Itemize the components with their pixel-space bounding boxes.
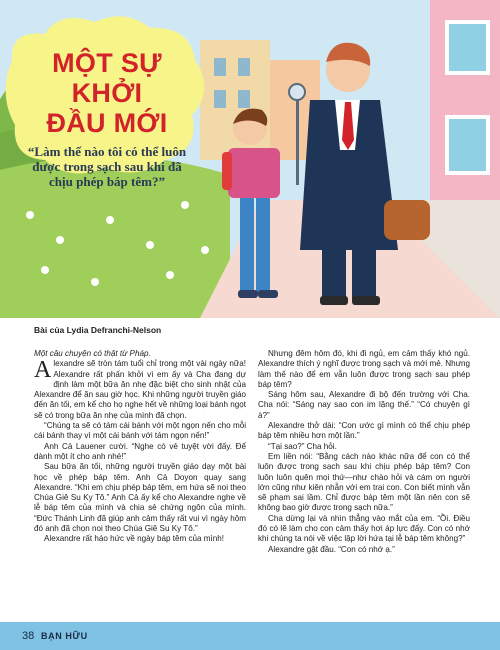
paragraph: Alexandre rất háo hức về ngày báp têm của mình!: [44, 534, 224, 544]
magazine-name: BẠN HỮU: [41, 631, 88, 641]
paragraph: Sáng hôm sau, Alexandre đi bộ đến trường với Cha. Cha nói: “Sáng nay sao con im lặng thế.” “Có chuyện gì à?”: [258, 390, 470, 420]
title-line-1: MỘT SỰ KHỞI: [52, 48, 162, 108]
title-block: [22, 48, 192, 189]
article-title: [22, 48, 192, 138]
paragraph: [34, 359, 246, 421]
byline: Bài của Lydia Defranchi-Nelson: [34, 325, 162, 335]
page-footer: [0, 622, 500, 650]
paragraph: “Tại sao?” Cha hỏi.: [268, 441, 337, 451]
paragraph: Sau bữa ăn tối, những người truyền giáo dạy một bài học về phép báp têm. Anh Cả Doyon quay sang Alexandre. “Khi em chịu phép báp têm, em hứa sẽ noi theo Chúa Giê Su Ky Tô.” Anh Cả ấy kể cho Alexandre nghe về lễ báp têm của mình và chia sẻ chứng ngôn của mình. “Đức Thánh Linh đã giúp anh cảm thấy rất vui vì ngày hôm đó anh đã chọn noi theo Chúa Giê Su Ky Tô.”: [34, 462, 246, 534]
paragraph: Em liền nói: “Bằng cách nào khác nữa để con có thể luôn được trong sạch sau khi chịu phép báp têm? Con luôn luôn quên mọi thứ—như chào hỏi và cám ơn người lớn cũng như kiên nhẫn với em trai con. Con biết mình vẫn sẽ phạm sai lầm. Chỉ được báp têm một lần nên con sẽ không bao giờ được trong sạch nữa.”: [258, 451, 470, 513]
paragraph: Alexandre thở dài: “Con ước gì mình có thể chịu phép báp têm nhiều hơn một lần.”: [258, 421, 470, 441]
page-number: 38: [22, 630, 35, 642]
paragraph: Cha dừng lại và nhìn thẳng vào mắt của em. “Ồi. Điều đó có lẽ làm cho con cảm thấy hơi áp lực đấy. Con có nhớ khi chúng ta nói về việc lập lời hứa tại lễ báp têm không?”: [258, 513, 470, 544]
paragraph: Anh Cả Lauener cười. “Nghe có vẻ tuyệt vời đấy. Để dành một ít cho anh nhé!”: [34, 441, 246, 461]
paragraph: Nhưng đêm hôm đó, khi đi ngủ, em cảm thấy khó ngủ. Alexandre thích ý nghĩ được trong sạch và mới mẻ. Nhưng làm thế nào để em vẫn luôn được trong sạch sau phép báp têm?: [258, 349, 470, 389]
paragraph-text: lexandre sẽ tròn tám tuổi chỉ trong một vài ngày nữa! Alexandre rất phấn khởi vì em ấy và Cha đang dự định làm một bữa ăn nhẹ đặc biệt cho sinh nhật của Alexandre để ăn sau giờ học. Khi những người truyền giáo đến ăn tối, em kể cho họ nghe hết về những loại bánh ngọt sẽ có trong bữa ăn nhẹ của mình đã chọn.: [34, 359, 246, 420]
paragraph: “Chúng ta sẽ có tám cái bánh với một ngọn nến cho mỗi cái bánh thay vì một cái bánh với tám ngọn nến!”: [34, 421, 246, 441]
drop-cap: A: [34, 357, 52, 384]
title-line-2: ĐẦU MỚI: [46, 108, 168, 138]
paragraph: Alexandre gật đầu. “Con có nhớ ạ.”: [268, 544, 395, 554]
hero-illustration: [0, 0, 500, 318]
left-column: [34, 349, 246, 545]
right-column: [258, 349, 470, 555]
article-subtitle: “Làm thế nào tôi có thể luôn được trong sạch sau khi đã chịu phép báp têm?”: [27, 144, 187, 189]
intro-line: Một câu chuyện có thật từ Pháp.: [34, 349, 151, 358]
